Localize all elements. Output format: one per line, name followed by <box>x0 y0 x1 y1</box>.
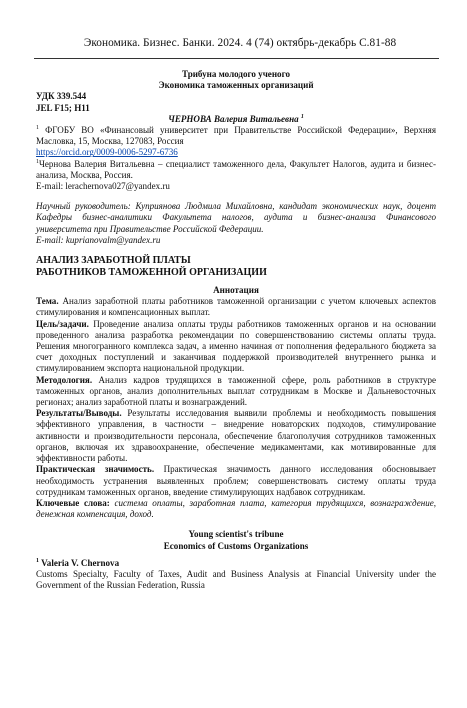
bio-text: Чернова Валерия Витальевна – специалист таможенного дела, Факультет Налогов, аудита и бизнес-анализа, Москва, Россия. <box>36 158 436 180</box>
affiliation-sup: 1 <box>36 125 39 132</box>
keywords-text: система оплаты, заработная плата, категория трудящихся, вознаграждение, денежная компенсация, доход. <box>36 497 436 520</box>
orcid-link[interactable]: https://orcid.org/0009-0006-5297-6736 <box>36 147 178 158</box>
english-section-title: Young scientist's tribune <box>188 529 284 540</box>
theme-label: Тема. <box>36 296 59 307</box>
affiliation-text: ФГОБУ ВО «Финансовый университет при Правительстве Российской Федерации», Верхняя Масловка, 15, Москва, 127083, Россия <box>36 125 437 147</box>
author-name-text: ЧЕРНОВА Валерия Витальевна <box>168 113 299 124</box>
abstract-goal <box>36 319 436 375</box>
abstract-results <box>36 408 436 464</box>
supervisor-info: Научный руководитель: Куприянова Людмила Михайловна, кандидат экономических наук, доцент Кафедры бизнес-аналитики Факультета налогов, аудита и бизнес-анализа Финансового университета при Правительстве Российской Федерации. <box>36 201 436 234</box>
goal-text: Проведение анализа оплаты труды работников таможенных органов и на основании проведенного анализа разработка рекомендации по совершенствованию системы оплаты труда. Решения многогранного комплекса задач, а именно начиная от пополнения федерального бюджета за счет доходных поступлений и заканчивая поддержкой производителей внутреннего рынка и стимулированием экспорта национальной продукции. <box>36 318 437 374</box>
abstract-keywords <box>36 498 436 520</box>
keywords-label: Ключевые слова: <box>36 497 110 508</box>
english-affiliation: Customs Specialty, Faculty of Taxes, Audit and Business Analysis at Financial University under the Government of the Russian Federation, Russia <box>36 568 436 591</box>
english-section-subtitle: Economics of Customs Organizations <box>163 540 309 551</box>
section-title: Трибуна молодого ученого <box>182 69 290 79</box>
author-sup: 1 <box>300 113 304 120</box>
abstract-method <box>36 375 436 409</box>
article-title-line2: РАБОТНИКОВ ТАМОЖЕННОЙ ОРГАНИЗАЦИИ <box>36 267 267 279</box>
method-text: Анализ кадров трудящихся в таможенной сфере, роль работников в структуре таможенных органов, анализ дополнительных выплат сотрудникам в Москве и Дальневосточных регионах; анализ заработной платы и вознаграждений. <box>36 374 436 408</box>
abstract-theme <box>36 296 436 318</box>
author-bio <box>36 159 436 181</box>
results-text: Результаты исследования выявили проблемы и необходимость повышения эффективного управления, в частности – внедрение новаторских подходов, стимулирование активности и производительности персонала, обеспечение благополучия сотрудников таможенных органов, включая их здравоохранение, обеспечение медикаментами, как мотивированные для эффективности работы. <box>36 408 436 464</box>
author-email: E-mail: lerachernova027@yandex.ru <box>36 181 170 192</box>
practical-label: Практическая значимость. <box>36 464 155 475</box>
abstract-heading: Аннотация <box>213 285 259 296</box>
section-subtitle: Экономика таможенных организаций <box>158 80 314 91</box>
author-name <box>36 114 436 125</box>
running-header: Экономика. Бизнес. Банки. 2024. 4 (74) октябрь-декабрь С.81-88 <box>83 37 397 49</box>
practical-text: Практическая значимость данного исследования обосновывает необходимость устранения выявленных проблем; совершенствовать систему оплаты труда сотрудникам таможенных органов, введение стимулирующих надбавок сотрудникам. <box>36 464 436 497</box>
abstract-practical <box>36 464 436 498</box>
bio-sup: 1 <box>36 158 39 165</box>
header-rule <box>34 58 439 59</box>
supervisor-email: E-mail: kuprianovalm@yandex.ru <box>36 234 161 245</box>
theme-text: Анализ заработной платы работников таможенной организации с учетом ключевых аспектов стимулирования и компенсационных выплат. <box>36 296 436 318</box>
method-label: Методология. <box>36 374 93 385</box>
jel-code: JEL F15; H11 <box>36 102 90 113</box>
english-author-name: Valeria V. Chernova <box>41 557 120 568</box>
article-title-line1: АНАЛИЗ ЗАРАБОТНОЙ ПЛАТЫ <box>36 255 191 267</box>
udk-code: УДК 339.544 <box>36 91 87 102</box>
article-content <box>36 69 436 591</box>
english-author <box>36 558 436 569</box>
results-label: Результаты/Выводы. <box>36 408 122 419</box>
goal-label: Цель/задачи. <box>36 318 89 329</box>
author-affiliation <box>36 125 436 147</box>
english-author-sup: 1 <box>36 557 39 564</box>
